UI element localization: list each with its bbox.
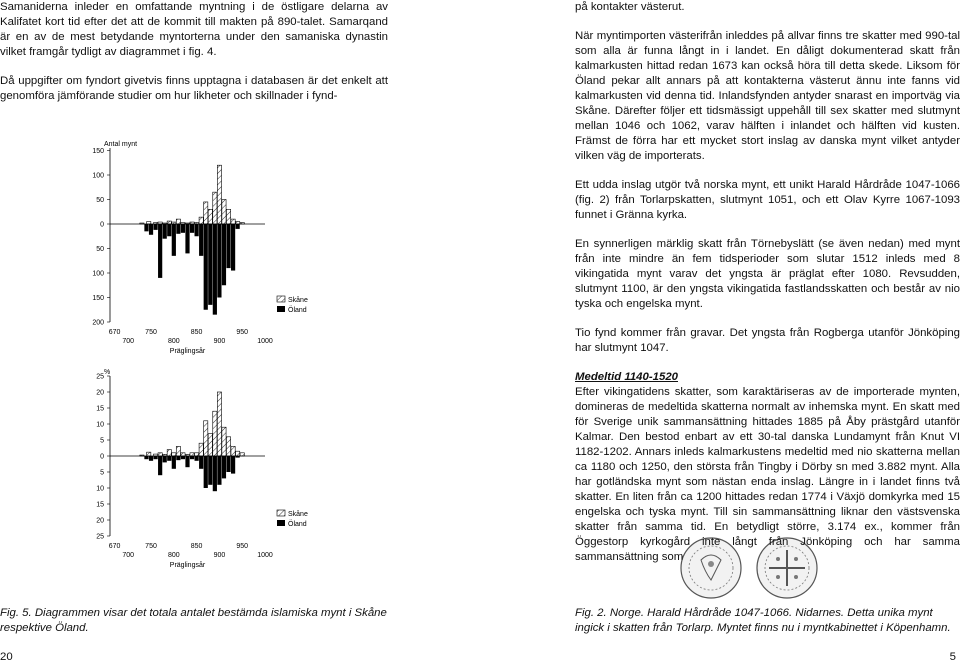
bar-skane <box>153 454 157 456</box>
y-tick-label: 5 <box>100 437 104 445</box>
y-tick-label: 0 <box>100 453 104 461</box>
paragraph: Ett udda inslag utgör två norska mynt, ett unikt Harald Hårdråde 1047-1066 (fig. 2) från Torlarpskatten, slutmynt 1051, och ett Olav Kyrre 1067-1093 funnet i Gränna kyrka. <box>575 179 960 221</box>
bar-skane <box>195 223 199 224</box>
bar-skane <box>147 452 151 456</box>
bar-skane <box>199 217 203 224</box>
bar-oland <box>222 224 226 285</box>
bar-oland <box>185 224 189 253</box>
legend-label-skane: Skåne <box>288 511 308 518</box>
x-tick-label: 800 <box>167 338 180 345</box>
bar-skane <box>213 192 217 224</box>
x-tick-label: 750 <box>145 543 157 550</box>
bar-oland <box>163 224 167 239</box>
bar-skane <box>163 223 167 224</box>
chart-antal-mynt <box>92 141 308 355</box>
bar-skane <box>190 222 194 224</box>
x-axis-label: Präglingsår <box>169 348 206 355</box>
bar-skane <box>217 165 221 224</box>
bar-skane <box>217 392 221 456</box>
bar-oland <box>167 224 171 236</box>
x-tick-label: 950 <box>236 543 249 550</box>
bar-oland <box>222 456 226 478</box>
bar-oland <box>213 456 217 491</box>
left-column <box>0 0 388 104</box>
bar-skane <box>153 223 157 224</box>
chart-percent <box>96 369 308 569</box>
legend-label-oland: Öland <box>288 521 307 528</box>
bar-oland <box>204 224 208 310</box>
bar-skane <box>181 223 185 224</box>
bar-skane <box>190 453 194 456</box>
x-tick-label: 670 <box>108 329 121 336</box>
y-tick-label: 150 <box>92 295 104 302</box>
bar-oland <box>144 224 148 231</box>
y-tick-label: 5 <box>100 469 104 477</box>
bar-skane <box>147 222 151 224</box>
legend-swatch-skane <box>277 296 285 302</box>
paragraph: Då uppgifter om fyndort givetvis finns upptagna i databasen är det enkelt att genomföra jämförande studier om hur likheter och skillnader i fynd- <box>0 75 388 102</box>
bar-skane <box>236 222 240 224</box>
page-number-left: 20 <box>0 651 13 663</box>
paragraph: Efter vikingatidens skatter, som karaktäriseras av de importerade mynten, domineras de medeltida skatterna normalt av inhemska mynt. En skatt med för Sverige unik sammansättning hittades 1885 på Åby prästgård utanför Kalmar. Den bestod enbart av ett 30-tal danska Lundamynt från Knut VI 1182-1202. Annars inleds kalmarkustens medeltid med nio skatterna mellan ca 1180 och 1250, den största från Tingby i Dörby sn med 3.882 mynt. Alla har gotländska mynt som nästan enda inslag. Längre in i landet finns två skatter. En liten från ca 1200 hittades redan 1774 i Växjö domkyrka med 15 engelska och tyska mynt. Till sin sammansättning liknar den västsvenska skatter från samma tid. En betydligt större, 3.174 ex., kommer från Öggestorp kyrkogård inte långt från Jönköping och har samma sammansättning som <box>575 386 960 563</box>
bar-oland <box>153 456 157 459</box>
bar-skane <box>226 209 230 224</box>
right-column <box>575 0 960 565</box>
y-tick-label: 200 <box>92 319 104 327</box>
bar-skane <box>185 454 189 456</box>
y-tick-label: 15 <box>96 405 104 413</box>
x-tick-label: 900 <box>213 552 226 559</box>
bar-oland <box>158 456 162 475</box>
bar-skane <box>140 223 144 224</box>
bar-oland <box>181 224 185 233</box>
bar-oland <box>204 456 208 488</box>
x-tick-label: 1000 <box>257 552 273 559</box>
bar-skane <box>240 453 244 456</box>
paragraph: på kontakter västerut. <box>575 1 685 13</box>
bar-skane <box>199 443 203 456</box>
y-tick-label: 25 <box>96 533 104 541</box>
y-tick-label: 15 <box>96 501 104 509</box>
x-tick-label: 900 <box>213 338 226 345</box>
bar-oland <box>181 456 185 459</box>
bar-oland <box>163 456 167 462</box>
bar-skane <box>195 453 199 456</box>
x-tick-label: 950 <box>236 329 249 336</box>
bar-skane <box>185 223 189 224</box>
x-tick-label: 670 <box>108 543 121 550</box>
bar-oland <box>176 456 180 460</box>
page-number-right: 5 <box>949 651 956 663</box>
bar-skane <box>172 222 176 224</box>
section-heading: Medeltid 1140-1520 <box>575 371 678 383</box>
paragraph: Samaniderna inleder en omfattande myntning i de östligare delarna av Kalifatet kort tid efter det att de kommit till makten på 890-talet. Samarqand är en av de mest betydande myntorterna under den samaniska dynastin vilket framgår tydligt av diagrammet i fig. 4. <box>0 1 388 58</box>
paragraph: När myntimporten västerifrån inleddes på allvar finns tre skatter med 990-tal som alla är funna långt in i landet. En dåligt dokumenterad skatt från kalmarkusten hittad redan 1673 kan också höra till detta skede. Liksom för Öland pekar allt annars på att kontakterna västerut ännu inte fanns vid kalmarkusten vid denna tid. Inlandsfynden antyder snarast en importväg via Skåne. Därefter följer ett tidsmässigt uppehåll till sex skatter med slutmynt mellan 1046 och 1062, varav hälften i inlandet och hälften vid kusten. Främst de förra har ett mycket stort inslag av danska mynt vilket antyder vilken väg de importerats. <box>575 30 960 162</box>
bar-oland <box>217 456 221 485</box>
bar-oland <box>208 224 212 305</box>
bar-oland <box>231 224 235 271</box>
bar-oland <box>213 224 217 315</box>
bar-oland <box>172 224 176 256</box>
bar-skane <box>204 421 208 456</box>
bar-oland <box>149 456 153 461</box>
bar-skane <box>222 427 226 456</box>
bar-oland <box>199 456 203 469</box>
bar-oland <box>158 224 162 278</box>
y-tick-label: 25 <box>96 373 104 381</box>
bar-skane <box>158 222 162 224</box>
x-tick-label: 850 <box>190 543 203 550</box>
bar-skane <box>236 451 240 456</box>
y-tick-label: 10 <box>96 485 104 493</box>
bar-skane <box>208 209 212 224</box>
y-tick-label: 20 <box>96 517 104 525</box>
bar-skane <box>208 434 212 456</box>
bar-skane <box>181 453 185 456</box>
bar-skane <box>158 453 162 456</box>
x-tick-label: 1000 <box>257 338 273 345</box>
bar-oland <box>149 224 153 235</box>
legend-swatch-oland <box>277 520 285 526</box>
bar-oland <box>195 224 199 236</box>
figure-5-caption: Fig. 5. Diagrammen visar det totala antalet bestämda islamiska mynt i Skåne respektive Öland. <box>0 607 387 634</box>
figure-5-charts <box>85 136 425 581</box>
y-tick-label: 20 <box>96 389 104 397</box>
bar-skane <box>176 446 180 456</box>
bar-skane <box>213 411 217 456</box>
y-axis-label: Antal mynt <box>104 141 138 148</box>
bar-skane <box>222 200 226 225</box>
y-tick-label: 0 <box>100 221 104 229</box>
bar-oland <box>226 224 230 268</box>
bar-oland <box>199 224 203 256</box>
y-tick-label: 100 <box>92 270 104 278</box>
bar-oland <box>208 456 212 485</box>
bar-skane <box>204 202 208 224</box>
x-tick-label: 750 <box>145 329 157 336</box>
bar-oland <box>172 456 176 469</box>
bar-skane <box>240 223 244 224</box>
y-tick-label: 10 <box>96 421 104 429</box>
bar-skane <box>167 450 171 456</box>
bar-oland <box>176 224 180 234</box>
x-tick-label: 700 <box>122 338 135 345</box>
bar-skane <box>231 446 235 456</box>
bar-oland <box>226 456 230 472</box>
bar-oland <box>195 456 199 461</box>
y-tick-label: 50 <box>96 197 104 204</box>
legend-swatch-oland <box>277 306 285 312</box>
bar-skane <box>226 437 230 456</box>
y-tick-label: 100 <box>92 172 104 180</box>
legend-label-oland: Öland <box>288 307 307 314</box>
y-axis-label: % <box>104 369 111 376</box>
x-axis-label: Präglingsår <box>169 562 206 569</box>
bar-oland <box>167 456 171 461</box>
bar-oland <box>231 456 235 474</box>
x-tick-label: 850 <box>190 329 203 336</box>
figure-2-caption: Fig. 2. Norge. Harald Hårdråde 1047-1066. Nidarnes. Detta unika mynt ingick i skatten från Torlarp. Myntet finns nu i myntkabinettet i Köpenhamn. <box>575 607 951 634</box>
x-tick-label: 800 <box>167 552 180 559</box>
bar-skane <box>176 219 180 224</box>
bar-skane <box>167 221 171 224</box>
bar-oland <box>217 224 221 298</box>
bar-oland <box>185 456 189 467</box>
bar-oland <box>144 456 148 459</box>
bar-skane <box>140 455 144 456</box>
y-tick-label: 150 <box>92 148 104 155</box>
legend-swatch-skane <box>277 510 285 516</box>
paragraph: En synnerligen märklig skatt från Törnebyslätt (se även nedan) med mynt från inte mindre än fem tidsperioder som slutar 1512 inleds med 8 vikingatida mynt varav det yngsta är präglat efter 1080. Revsudden, slutmynt 1100, är den yngsta vikingatida fastlandsskatten och består av nio tyska och engelska mynt. <box>575 238 960 310</box>
paragraph: Tio fynd kommer från gravar. Det yngsta från Rogberga utanför Jönköping har slutmynt 1047. <box>575 327 960 354</box>
bar-oland <box>190 224 194 233</box>
bar-oland <box>236 224 240 229</box>
bar-oland <box>153 224 157 230</box>
legend-label-skane: Skåne <box>288 297 308 304</box>
bar-oland <box>236 456 240 458</box>
y-tick-label: 50 <box>96 246 104 253</box>
bar-skane <box>172 453 176 456</box>
bar-skane <box>231 219 235 224</box>
bar-oland <box>190 456 194 459</box>
bar-skane <box>163 454 167 456</box>
x-tick-label: 700 <box>122 552 135 559</box>
